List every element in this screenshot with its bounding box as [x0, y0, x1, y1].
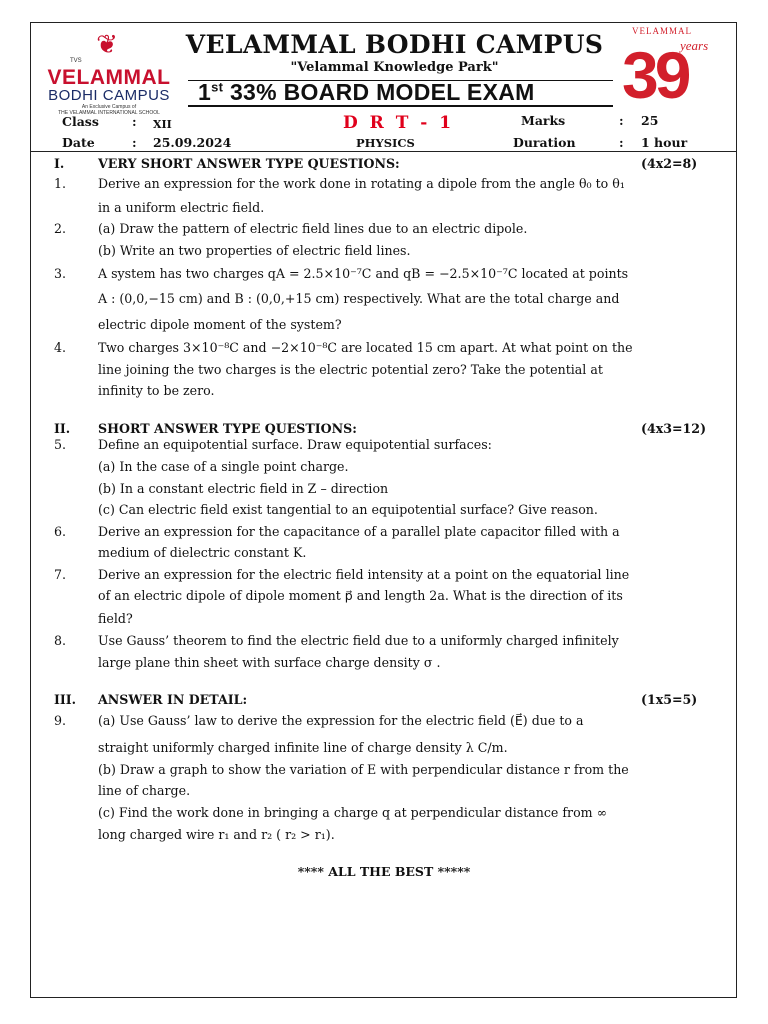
q8-line2: large plane thin sheet with surface charge density σ . [98, 655, 441, 670]
date-label: Date [62, 135, 95, 150]
q5-part-c: (c) Can electric field exist tangential to an equipotential surface? Give reason. [98, 502, 598, 517]
logo-tvs: TVS [70, 58, 82, 64]
drt-label: D R T - 1 [343, 113, 455, 133]
q9-part-b-line2: line of charge. [98, 783, 191, 798]
q1-line2: in a uniform electric field. [98, 200, 265, 215]
q3-line1: A system has two charges qA = 2.5×10⁻⁷C and qB = −2.5×10⁻⁷C located at points [98, 266, 629, 281]
anniversary-arc-text: VELAMMAL [632, 26, 692, 36]
school-logo [44, 30, 174, 116]
q7-line1: Derive an expression for the electric field intensity at a point on the equatorial line [98, 567, 630, 582]
q4-number: 4. [54, 340, 67, 355]
anniversary-years: years [680, 38, 709, 53]
q2-part-b: (b) Write an two properties of electric field lines. [98, 243, 411, 258]
class-value: XII [153, 118, 172, 131]
q3-line2: A : (0,0,−15 cm) and B : (0,0,+15 cm) respectively. What are the total charge and [98, 291, 620, 306]
q7-line3: field? [98, 611, 133, 626]
q3-line3: electric dipole moment of the system? [98, 317, 342, 332]
section-1-marks: (4x2=8) [641, 156, 698, 171]
section-3-roman: III. [54, 692, 77, 707]
anniversary-number: 39 [622, 38, 688, 112]
exam-title-prefix: 1 [198, 79, 212, 105]
school-subtitle: "Velammal Knowledge Park" [290, 60, 499, 75]
q9-part-a-line2: straight uniformly charged infinite line of charge density λ C/m. [98, 740, 508, 755]
marks-label: Marks [521, 113, 566, 128]
date-colon: : [132, 135, 137, 150]
class-label: Class [62, 114, 99, 129]
q4-line3: infinity to be zero. [98, 383, 215, 398]
marks-value: 25 [641, 113, 659, 128]
section-3-marks: (1x5=5) [641, 692, 698, 707]
q5-line1: Define an equipotential surface. Draw equipotential surfaces: [98, 437, 492, 452]
q5-number: 5. [54, 437, 67, 452]
q1-line1: Derive an expression for the work done in rotating a dipole from the angle θ₀ to θ₁ [98, 176, 625, 191]
q7-number: 7. [54, 567, 67, 582]
q8-number: 8. [54, 633, 67, 648]
section-2-marks: (4x3=12) [641, 421, 707, 436]
q8-line1: Use Gauss’ theorem to find the electric field due to a uniformly charged infinitely [98, 633, 619, 648]
q1-number: 1. [54, 176, 67, 191]
subject: PHYSICS [356, 136, 415, 150]
section-2-title: SHORT ANSWER TYPE QUESTIONS: [98, 421, 357, 436]
q6-line1: Derive an expression for the capacitance of a parallel plate capacitor filled with a [98, 524, 620, 539]
q5-part-b: (b) In a constant electric field in Z – direction [98, 481, 389, 496]
logo-brand-line3: An Exclusive Campus of [81, 104, 137, 110]
anniversary-logo [612, 24, 732, 112]
q6-line2: medium of dielectric constant K. [98, 545, 307, 560]
logo-brand-line2: BODHI CAMPUS [48, 87, 170, 104]
q4-line2: line joining the two charges is the electric potential zero? Take the potential at [98, 362, 603, 377]
q9-number: 9. [54, 713, 67, 728]
q9-part-b-line1: (b) Draw a graph to show the variation of E with perpendicular distance r from the [98, 762, 629, 777]
emblem-icon: ❦ [96, 30, 118, 60]
section-1-title: VERY SHORT ANSWER TYPE QUESTIONS: [98, 156, 400, 171]
duration-value: 1 hour [641, 135, 688, 150]
q5-part-a: (a) In the case of a single point charge. [98, 459, 349, 474]
q2-number: 2. [54, 221, 67, 236]
duration-colon: : [619, 135, 624, 150]
date-value: 25.09.2024 [153, 135, 232, 150]
header-divider [31, 151, 737, 152]
q4-line1: Two charges 3×10⁻⁸C and −2×10⁻⁸C are located 15 cm apart. At what point on the [98, 340, 633, 355]
section-2-roman: II. [54, 421, 71, 436]
q9-part-c-line1: (c) Find the work done in bringing a charge q at perpendicular distance from ∞ [98, 805, 608, 820]
q9-part-c-line2: long charged wire r₁ and r₂ ( r₂ > r₁). [98, 827, 335, 842]
duration-label: Duration [513, 135, 576, 150]
exam-title-sup: st [211, 79, 224, 95]
closing-message: **** ALL THE BEST ***** [297, 864, 471, 879]
q3-number: 3. [54, 266, 67, 281]
class-colon: : [132, 114, 137, 129]
exam-title [198, 79, 535, 106]
q7-line2: of an electric dipole of dipole moment p⃗ and length 2a. What is the direction of its [98, 588, 623, 603]
q9-part-a-line1: (a) Use Gauss’ law to derive the expression for the electric field (E⃗) due to a [98, 713, 584, 728]
marks-colon: : [619, 113, 624, 128]
logo-brand-line1: VELAMMAL [47, 66, 171, 89]
section-3-title: ANSWER IN DETAIL: [98, 692, 248, 707]
section-1-roman: I. [54, 156, 65, 171]
q6-number: 6. [54, 524, 67, 539]
q2-part-a: (a) Draw the pattern of electric field lines due to an electric dipole. [98, 221, 528, 236]
school-title: VELAMMAL BODHI CAMPUS [185, 30, 604, 59]
logo-brand-line4: THE VELAMMAL INTERNATIONAL SCHOOL [58, 110, 160, 116]
exam-title-rest: 33% BOARD MODEL EXAM [223, 79, 535, 105]
